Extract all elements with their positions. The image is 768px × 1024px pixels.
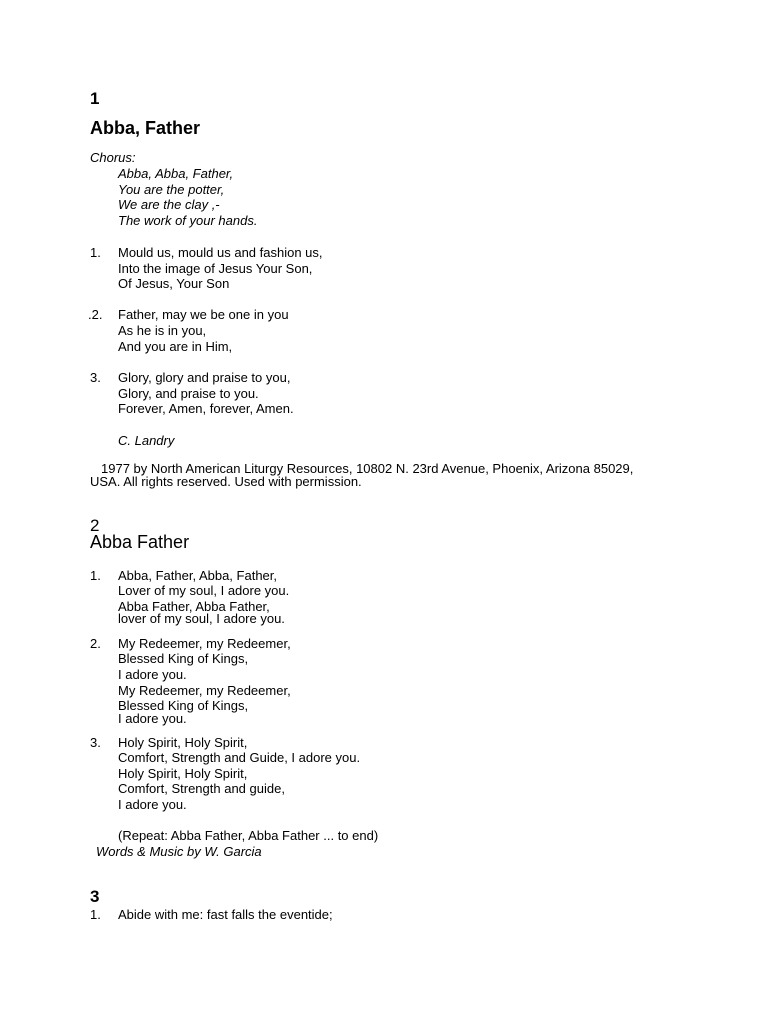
verse-line: Glory, and praise to you. (118, 386, 259, 401)
verse-line: Abba Father, Abba Father, (118, 599, 270, 614)
verse-line: Holy Spirit, Holy Spirit, (118, 766, 248, 781)
verse-line: Father, may we be one in you (118, 307, 289, 322)
verse-number: 1. (90, 907, 101, 922)
verse-line: Abide with me: fast falls the eventide; (118, 907, 333, 922)
verse-line: Forever, Amen, forever, Amen. (118, 401, 294, 416)
song-title: Abba Father (90, 532, 190, 552)
chorus-label: Chorus: (90, 150, 136, 165)
verse-line: Mould us, mould us and fashion us, (118, 245, 323, 260)
verse-line: lover of my soul, I adore you. (118, 611, 285, 626)
verse-line: I adore you. (118, 667, 187, 682)
verse-line: Comfort, Strength and Guide, I adore you. (118, 750, 361, 765)
verse-line: Blessed King of Kings, (118, 698, 249, 713)
copyright-line: 1977 by North American Liturgy Resources, 10802 N. 23rd Avenue, Phoenix, Arizona 85029, (101, 461, 634, 476)
song-number: 1 (90, 89, 100, 108)
verse-line: Blessed King of Kings, (118, 651, 249, 666)
song-number: 3 (90, 887, 100, 906)
verse-line: Abba, Father, Abba, Father, (118, 568, 277, 583)
repeat-note: (Repeat: Abba Father, Abba Father ... to end) (118, 828, 379, 843)
chorus-line: We are the clay ,- (118, 197, 220, 212)
verse-number: 3. (90, 370, 101, 385)
verse-line: I adore you. (118, 711, 187, 726)
chorus-line: You are the potter, (118, 182, 225, 197)
copyright-line: USA. All rights reserved. Used with permission. (90, 474, 362, 489)
song-title: Abba, Father (90, 118, 201, 138)
verse-line: I adore you. (118, 797, 187, 812)
verse-line: And you are in Him, (118, 339, 233, 354)
verse-number: 1. (90, 245, 101, 260)
verse-number: 3. (90, 735, 101, 750)
chorus-line: Abba, Abba, Father, (118, 166, 234, 181)
song-number: 2 (90, 516, 100, 535)
verse-number: .2. (88, 307, 103, 322)
credit: Words & Music by W. Garcia (96, 844, 262, 859)
verse-line: Lover of my soul, I adore you. (118, 583, 290, 598)
verse-number: 1. (90, 568, 101, 583)
verse-line: Of Jesus, Your Son (118, 276, 230, 291)
author: C. Landry (118, 433, 175, 448)
verse-line: Into the image of Jesus Your Son, (118, 261, 313, 276)
verse-line: My Redeemer, my Redeemer, (118, 683, 291, 698)
verse-line: As he is in you, (118, 323, 207, 338)
chorus-line: The work of your hands. (118, 213, 258, 228)
verse-number: 2. (90, 636, 101, 651)
verse-line: Comfort, Strength and guide, (118, 781, 285, 796)
verse-line: Holy Spirit, Holy Spirit, (118, 735, 248, 750)
verse-line: My Redeemer, my Redeemer, (118, 636, 291, 651)
verse-line: Glory, glory and praise to you, (118, 370, 291, 385)
